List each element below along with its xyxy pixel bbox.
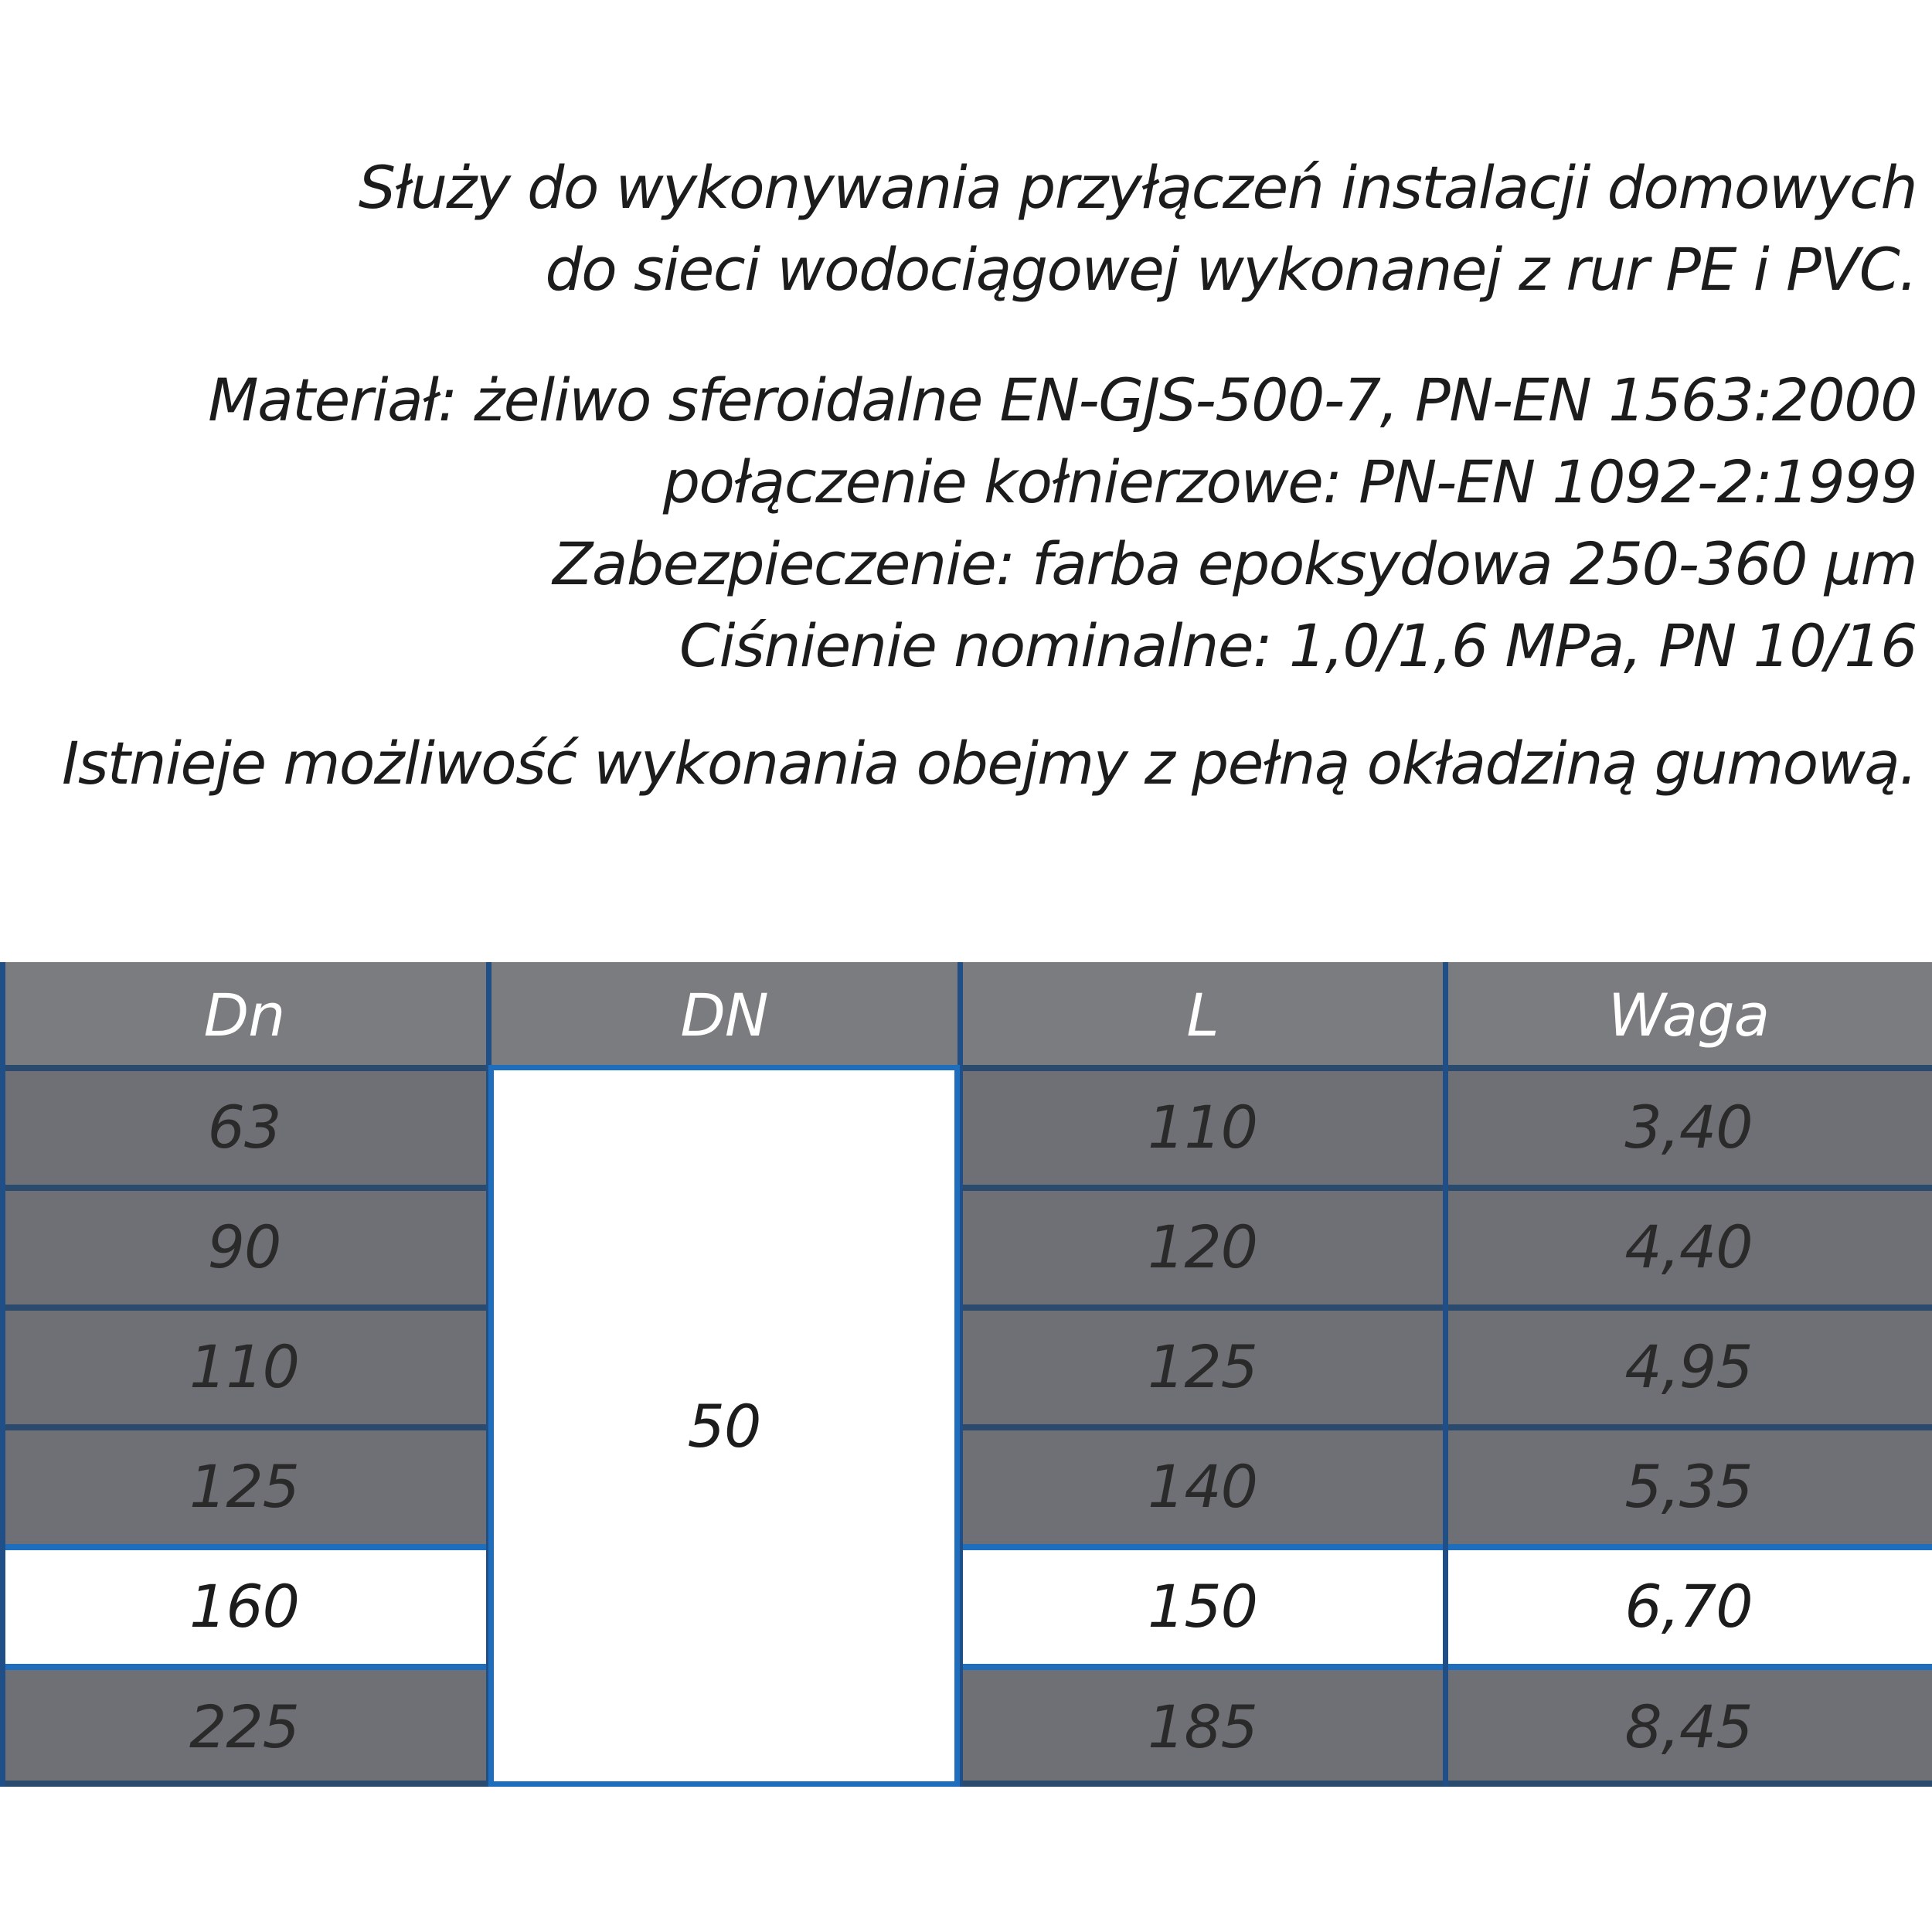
- cell-dn-outer: 160: [0, 1546, 488, 1666]
- header-divider: [0, 1065, 1932, 1071]
- cell-weight: 4,40: [1445, 1187, 1932, 1307]
- cell-weight: 8,45: [1445, 1666, 1932, 1787]
- spec-material: Materiał: żeliwo sferoidalne EN-GJS-500-7, PN-EN 1563:2000: [208, 366, 1917, 434]
- row-divider: [0, 1185, 1932, 1191]
- header-weight: Waga: [1445, 962, 1932, 1067]
- row-divider: [0, 1304, 1932, 1311]
- header-dn-outer: Dn: [0, 962, 488, 1067]
- cell-weight: 5,35: [1445, 1427, 1932, 1546]
- cell-length: 150: [960, 1546, 1445, 1666]
- purpose-text: [31, 147, 1917, 311]
- cell-dn-outer: 225: [0, 1666, 488, 1787]
- cell-length: 185: [960, 1666, 1445, 1787]
- spec-coating: Zabezpieczenie: farba epoksydowa 250-360 µm: [553, 529, 1917, 598]
- cell-dn-outer: 63: [0, 1067, 488, 1187]
- cell-dn-outer: 125: [0, 1427, 488, 1546]
- row-divider: [0, 1424, 1932, 1430]
- cell-length: 140: [960, 1427, 1445, 1546]
- row-divider: [0, 1664, 1932, 1670]
- note-text: [31, 723, 1917, 804]
- cell-dn-nominal-merged: 50: [488, 1065, 960, 1787]
- table-bottom-border: [0, 1781, 1932, 1787]
- spec-flange: połączenie kołnierzowe: PN-EN 1092-2:1999: [662, 447, 1917, 516]
- cell-length: 110: [960, 1067, 1445, 1187]
- purpose-line-2: do sieci wodociągowej wykonanej z rur PE i PVC.: [545, 235, 1917, 304]
- spec-pressure: Ciśnienie nominalne: 1,0/1,6 MPa, PN 10/16: [679, 611, 1917, 680]
- note-line: Istnieje możliwość wykonania obejmy z pełną okładziną gumową.: [61, 729, 1917, 798]
- purpose-line-1: Służy do wykonywania przyłączeń instalacji domowych: [358, 153, 1917, 222]
- spec-text: [31, 359, 1917, 687]
- cell-dn-outer: 110: [0, 1307, 488, 1427]
- header-length: L: [960, 962, 1445, 1067]
- row-divider: [0, 1544, 1932, 1550]
- table-left-border: [0, 962, 5, 1787]
- cell-dn-outer: 90: [0, 1187, 488, 1307]
- column-divider: [1443, 962, 1448, 1787]
- cell-weight: 6,70: [1445, 1546, 1932, 1666]
- cell-length: 125: [960, 1307, 1445, 1427]
- cell-weight: 4,95: [1445, 1307, 1932, 1427]
- spec-table: [0, 962, 1932, 1787]
- cell-weight: 3,40: [1445, 1067, 1932, 1187]
- cell-length: 120: [960, 1187, 1445, 1307]
- header-dn-nominal: DN: [488, 962, 960, 1067]
